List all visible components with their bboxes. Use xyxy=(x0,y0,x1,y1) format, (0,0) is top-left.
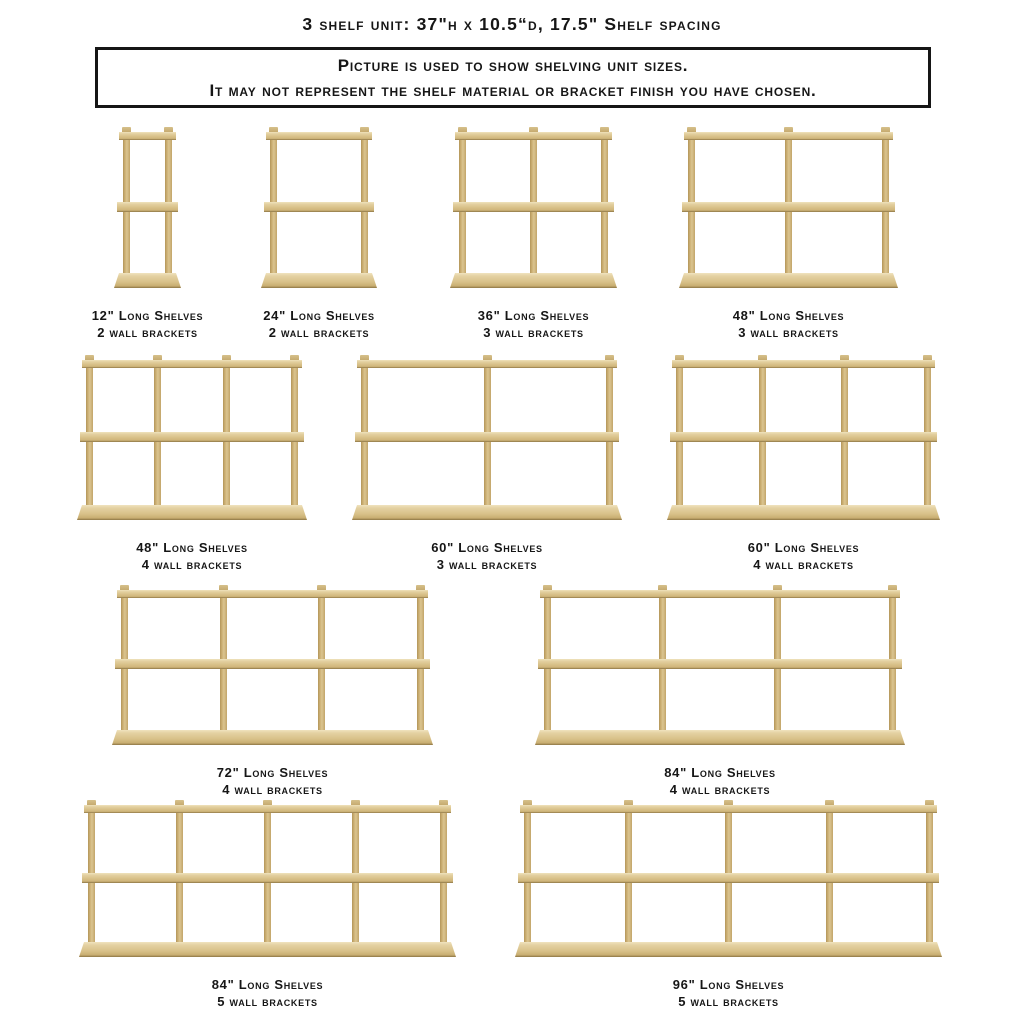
bottom-shelf xyxy=(450,273,617,288)
unit-brackets-label: 5 wall brackets xyxy=(217,993,318,1009)
unit-length-label: 24" Long Shelves xyxy=(263,308,375,323)
unit-brackets-label: 3 wall brackets xyxy=(738,324,839,340)
unit-length-label: 84" Long Shelves xyxy=(211,977,324,992)
unit-label xyxy=(431,540,543,573)
unit-label xyxy=(92,308,204,341)
top-shelf xyxy=(119,132,176,140)
bottom-shelf xyxy=(679,273,898,288)
unit-brackets-label: 2 wall brackets xyxy=(97,324,198,340)
unit-brackets-label: 4 wall brackets xyxy=(141,556,243,572)
top-shelf xyxy=(540,590,900,598)
unit-label xyxy=(664,765,776,798)
middle-shelf xyxy=(117,202,178,212)
unit-length-label: 12" Long Shelves xyxy=(91,308,204,323)
unit-label xyxy=(478,308,590,341)
shelf-unit xyxy=(357,355,617,520)
notice-box xyxy=(95,47,931,108)
unit-label xyxy=(733,308,845,341)
bottom-shelf xyxy=(352,505,622,520)
page-title: 3 shelf unit: 37"h x 10.5“d, 17.5" Shelf spacing xyxy=(302,14,722,34)
unit-label xyxy=(673,977,785,1010)
notice-line-2: It may not represent the shelf material or bracket finish you have chosen. xyxy=(209,80,817,100)
top-shelf xyxy=(84,805,451,813)
top-shelf xyxy=(455,132,612,140)
middle-shelf xyxy=(80,432,304,442)
unit-length-label: 60" Long Shelves xyxy=(431,540,543,555)
unit-label xyxy=(263,308,375,341)
bottom-shelf xyxy=(79,942,456,957)
unit-brackets-label: 4 wall brackets xyxy=(669,781,771,797)
unit-brackets-label: 3 wall brackets xyxy=(483,324,584,340)
unit-brackets-label: 5 wall brackets xyxy=(678,993,779,1009)
middle-shelf xyxy=(82,873,453,883)
middle-shelf xyxy=(518,873,939,883)
shelf-unit xyxy=(540,585,900,745)
middle-shelf xyxy=(670,432,937,442)
shelf-unit xyxy=(520,800,937,957)
unit-label xyxy=(748,540,860,573)
shelf-unit xyxy=(684,127,893,288)
middle-shelf xyxy=(538,659,902,669)
unit-length-label: 48" Long Shelves xyxy=(732,308,845,323)
bottom-shelf xyxy=(112,730,433,745)
unit-length-label: 60" Long Shelves xyxy=(747,540,860,555)
bottom-shelf xyxy=(667,505,940,520)
top-shelf xyxy=(672,360,935,368)
middle-shelf xyxy=(453,202,614,212)
unit-length-label: 84" Long Shelves xyxy=(664,765,776,780)
top-shelf xyxy=(520,805,937,813)
middle-shelf xyxy=(115,659,430,669)
unit-label xyxy=(136,540,248,573)
unit-brackets-label: 2 wall brackets xyxy=(268,324,370,340)
shelf-unit xyxy=(82,355,302,520)
bottom-shelf xyxy=(515,942,942,957)
unit-length-label: 96" Long Shelves xyxy=(672,977,785,992)
unit-brackets-label: 4 wall brackets xyxy=(753,556,854,572)
shelf-unit xyxy=(119,127,176,288)
shelf-unit xyxy=(455,127,612,288)
notice-line-1: Picture is used to show shelving unit sizes. xyxy=(337,55,689,75)
bottom-shelf xyxy=(77,505,307,520)
middle-shelf xyxy=(682,202,895,212)
unit-length-label: 48" Long Shelves xyxy=(136,540,248,555)
middle-shelf xyxy=(264,202,374,212)
middle-shelf xyxy=(355,432,619,442)
shelf-unit xyxy=(117,585,428,745)
bottom-shelf xyxy=(114,273,181,288)
shelf-unit xyxy=(672,355,935,520)
unit-length-label: 72" Long Shelves xyxy=(216,765,329,780)
bottom-shelf xyxy=(261,273,377,288)
unit-label xyxy=(212,977,324,1010)
unit-brackets-label: 3 wall brackets xyxy=(436,556,538,572)
shelf-unit xyxy=(84,800,451,957)
top-shelf xyxy=(357,360,617,368)
unit-brackets-label: 4 wall brackets xyxy=(222,781,323,797)
unit-label xyxy=(217,765,329,798)
top-shelf xyxy=(82,360,302,368)
bottom-shelf xyxy=(535,730,905,745)
top-shelf xyxy=(117,590,428,598)
unit-length-label: 36" Long Shelves xyxy=(477,308,590,323)
shelf-unit xyxy=(266,127,372,288)
top-shelf xyxy=(266,132,372,140)
top-shelf xyxy=(684,132,893,140)
